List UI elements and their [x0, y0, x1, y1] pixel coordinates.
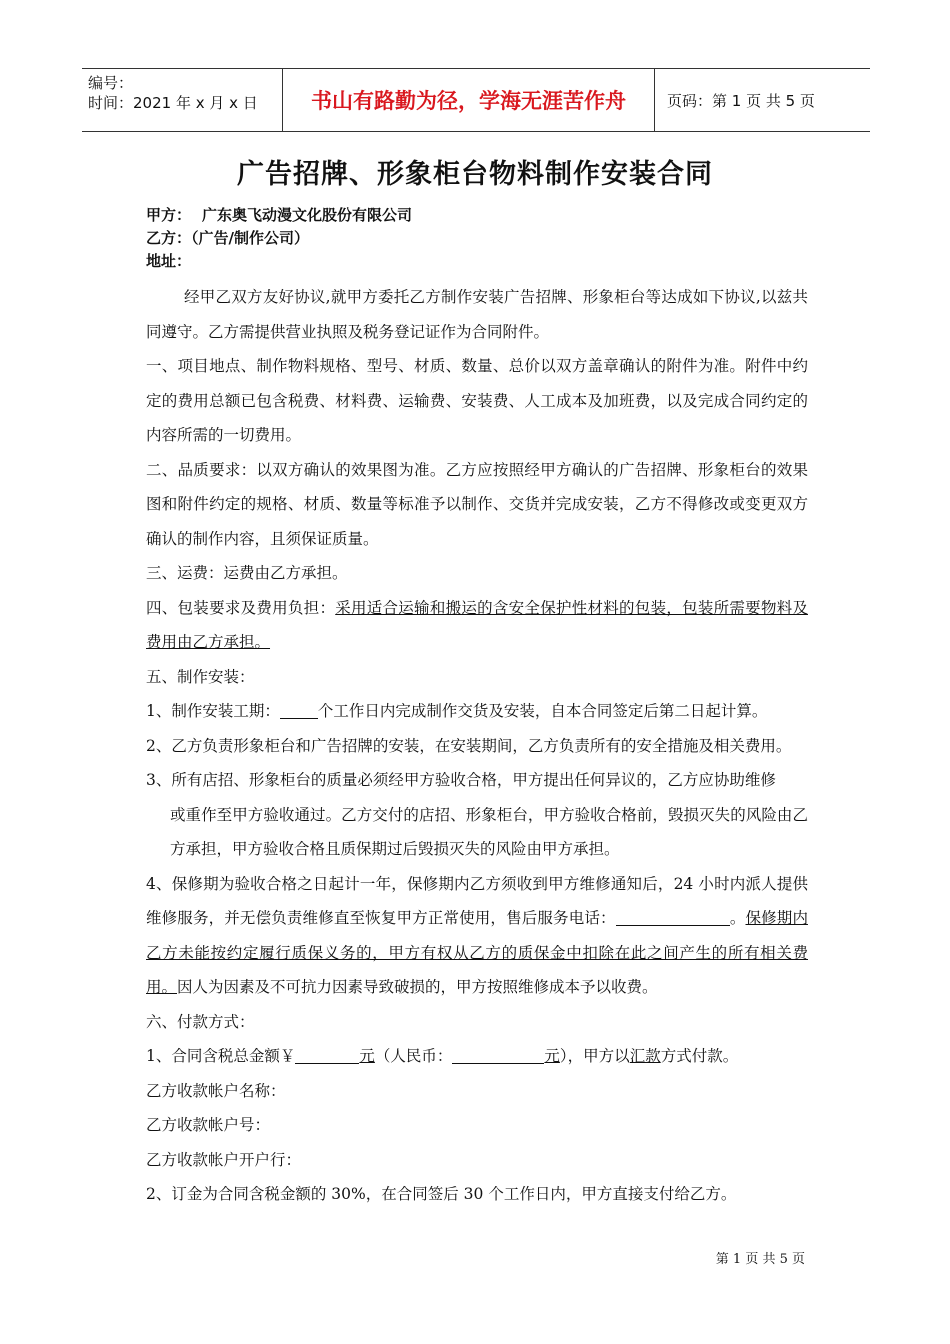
clause-6-1-yuan: 元	[359, 1047, 375, 1065]
party-b-label: 乙方：	[146, 229, 192, 247]
clause-5-4-post: 因人为因素及不可抗力因素导致破损的，甲方按照维修成本予以收费。	[177, 978, 658, 996]
party-b	[146, 227, 412, 250]
party-a	[146, 204, 412, 227]
clause-5-1-post: 个工作日内完成制作交货及安装，自本合同签定后第二日起计算。	[317, 702, 768, 720]
clause-1: 一、项目地点、制作物料规格、型号、材质、数量、总价以双方盖章确认的附件为准。附件中约定的费用总额已包含税费、材料费、运输费、安装费、人工成本及加班费，以及完成合同约定的内容所需的一切费用。	[146, 357, 808, 444]
clause-2: 二、品质要求：以双方确认的效果图为准。乙方应按照经甲方确认的广告招牌、形象柜台的效果图和附件约定的规格、材质、数量等标准予以制作、交货并完成安装，乙方不得修改或变更双方确认的制作内容，且须保证质量。	[146, 460, 808, 548]
clause-5-2: 2、乙方负责形象柜台和广告招牌的安装，在安装期间，乙方负责所有的安全措施及相关费用。	[146, 736, 792, 755]
address-label: 地址：	[146, 252, 192, 270]
clause-6-1-mid: （人民币：	[374, 1047, 453, 1065]
clause-5-heading: 五、制作安装：	[146, 667, 255, 686]
work-days-blank	[280, 700, 318, 719]
clause-6-1-post1: ），甲方以	[559, 1047, 630, 1065]
header-meta	[82, 69, 282, 131]
footer-page-number: 第 1 页 共 5 页	[715, 1252, 805, 1267]
amount-rmb-blank	[452, 1045, 544, 1064]
account-number-line: 乙方收款帐户号：	[146, 1116, 271, 1134]
service-phone-blank	[616, 907, 730, 926]
parties-block	[146, 204, 412, 273]
header-page-number: 页码：第 1 页 共 5 页	[667, 91, 815, 110]
clause-3: 三、运费：运费由乙方承担。	[146, 564, 348, 582]
payment-method: 汇款	[629, 1047, 661, 1065]
clause-5-3b: 或重作至甲方验收通过。乙方交付的店招、形象柜台，甲方验收合格前，毁损灭失的风险由乙方承担，甲方验收合格且质保期过后毁损灭失的风险由甲方承担。	[170, 805, 808, 858]
document-title: 广告招牌、形象柜台物料制作安装合同	[237, 159, 713, 190]
clause-5-4-pre: 4、保修期为验收合格之日起计一年，保修期内乙方须收到甲方维修通知后，24 小时内派人提供维修服务，并无偿负责维修直至恢复甲方正常使用，售后服务电话：	[146, 874, 808, 927]
clause-4	[146, 591, 808, 660]
intro-paragraph: 经甲乙双方友好协议,就甲方委托乙方制作安装广告招牌、形象柜台等达成如下协议,以兹共同遵守。乙方需提供营业执照及税务登记证作为合同附件。	[146, 288, 808, 341]
clause-5-1-pre: 1、制作安装工期：	[146, 702, 280, 720]
address	[146, 250, 412, 273]
clause-5-3a: 3、所有店招、形象柜台的质量必须经甲方验收合格，甲方提出任何异议的，乙方应协助维修	[146, 771, 776, 789]
amount-blank	[295, 1045, 359, 1064]
serial-number-label: 编号：	[88, 74, 134, 92]
clause-4-heading: 四、包装要求及费用负担：	[146, 598, 336, 617]
clause-6-2: 2、订金为合同含税金额的 30%，在合同签后 30 个工作日内，甲方直接支付给乙方。	[146, 1185, 737, 1203]
clause-4-underlined: 采用适合运输和搬运的含安全保护性材料的包装，包装所需要物料及费用由乙方承担。	[146, 598, 808, 651]
clause-6-1-pre: 1、合同含税总金额￥	[146, 1047, 296, 1065]
party-b-name: （广告/制作公司）	[191, 229, 309, 247]
header-motto: 书山有路勤为径，学海无涯苦作舟	[282, 69, 655, 131]
clause-6-1-post2: 方式付款。	[660, 1047, 739, 1065]
document-header	[82, 68, 870, 132]
account-name-line: 乙方收款帐户名称：	[146, 1081, 286, 1100]
clause-5-4-sep: 。	[729, 909, 746, 927]
party-a-label: 甲方：	[146, 206, 192, 224]
clause-5-4-underlined: 保修期内乙方未能按约定履行质保义务的，甲方有权从乙方的质保金中扣除在此之间产生的所有相关费用。	[146, 909, 808, 996]
date-label: 时间：2021 年 x 月 x 日	[88, 94, 258, 112]
party-a-name: 广东奥飞动漫文化股份有限公司	[202, 206, 413, 224]
clause-6-1	[146, 1039, 808, 1074]
clause-5-4	[146, 867, 808, 1005]
clause-6-1-yuan2: 元	[544, 1047, 560, 1065]
clause-6-heading: 六、付款方式：	[146, 1012, 255, 1031]
account-bank-line: 乙方收款帐户开户行：	[146, 1150, 302, 1169]
contract-body	[146, 280, 808, 1212]
clause-5-1	[146, 694, 808, 729]
